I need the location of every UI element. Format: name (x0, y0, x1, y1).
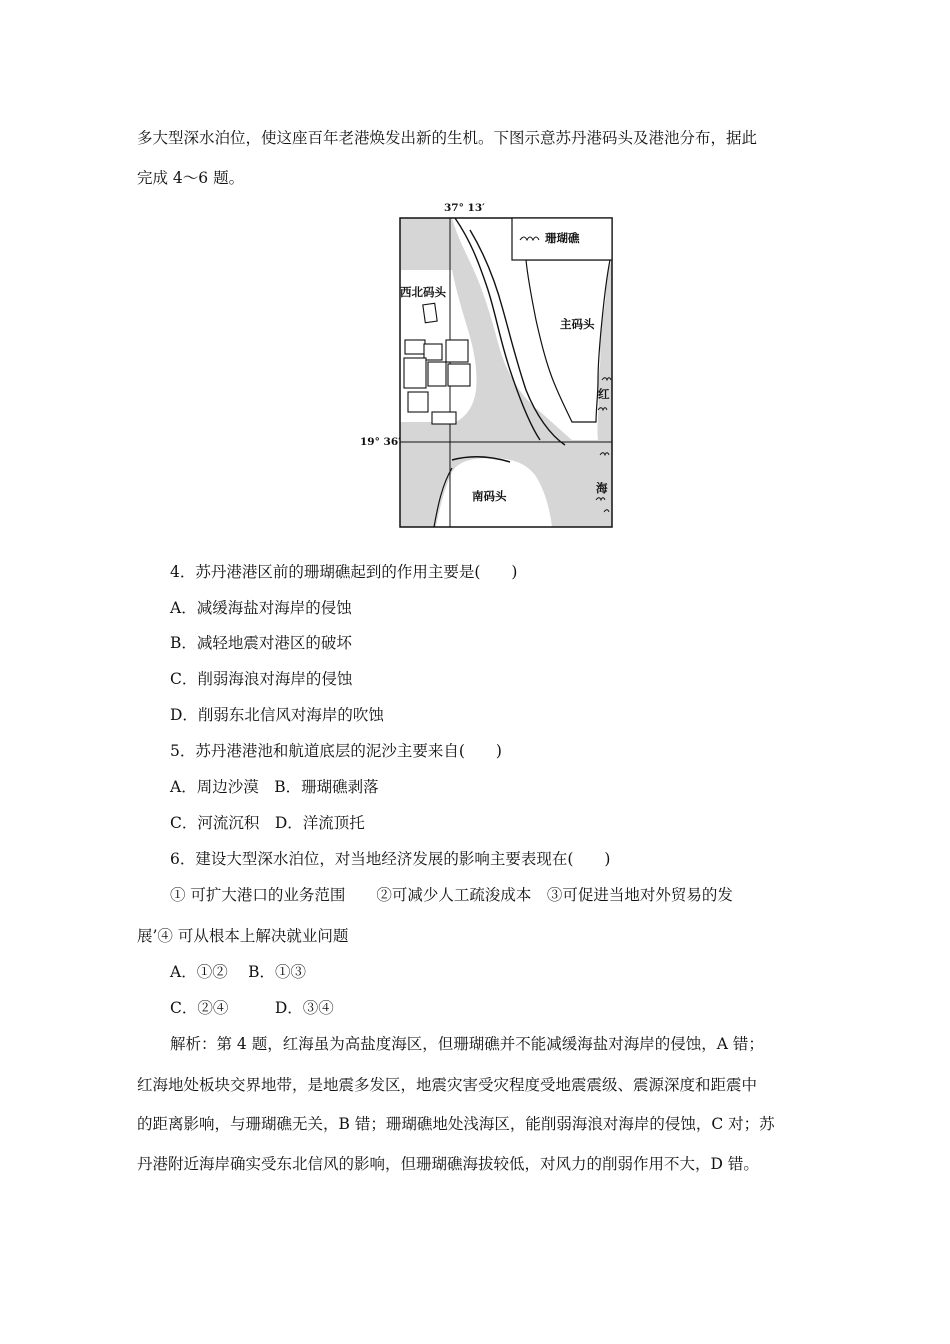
main-pier-label: 主码头 (560, 317, 595, 331)
analysis-line-2: 红海地处板块交界地带，是地震多发区，地震灾害受灾程度受地震震级、震源深度和距震中 (137, 1076, 758, 1094)
question-6-stem: 6．建设大型深水泊位，对当地经济发展的影响主要表现在( ) (170, 850, 611, 868)
q6-statements-2: 展’④ 可从根本上解决就业问题 (137, 927, 349, 945)
red-sea-label-sea: 海 (596, 481, 608, 495)
q6-options-cd: C．②④ D．③④ (170, 999, 334, 1017)
q5-options-cd: C．河流沉积 D．洋流顶托 (170, 814, 365, 832)
intro-line-1: 多大型深水泊位，使这座百年老港焕发出新的生机。下图示意苏丹港码头及港池分布，据此 (137, 129, 758, 147)
q4-option-d: D．削弱东北信风对海岸的吹蚀 (170, 706, 384, 724)
q4-option-a: A．减缓海盐对海岸的侵蚀 (170, 599, 352, 617)
intro-line-2: 完成 4～6 题。 (137, 169, 245, 187)
map-graphic (360, 200, 622, 530)
legend-coral-label: 珊瑚礁 (545, 231, 580, 245)
red-sea-label-red: 红 (598, 387, 610, 401)
q6-options-ab: A．①② B．①③ (170, 963, 307, 981)
q4-option-c: C．削弱海浪对海岸的侵蚀 (170, 670, 353, 688)
question-4-stem: 4．苏丹港港区前的珊瑚礁起到的作用主要是( ) (170, 563, 518, 581)
question-5-stem: 5．苏丹港港池和航道底层的泥沙主要来自( ) (170, 742, 502, 760)
south-land (400, 442, 612, 527)
northwest-pier-label: 西北码头 (400, 285, 446, 299)
analysis-line-1: 解析：第 4 题，红海虽为高盐度海区，但珊瑚礁并不能减缓海盐对海岸的侵蚀，A 错； (170, 1035, 764, 1053)
analysis-line-4: 丹港附近海岸确实受东北信风的影响，但珊瑚礁海拔较低，对风力的削弱作用不大，D 错。 (137, 1155, 759, 1173)
q5-options-ab: A．周边沙漠 B．珊瑚礁剥落 (170, 778, 379, 796)
analysis-line-3: 的距离影响，与珊瑚礁无关，B 错；珊瑚礁地处浅海区，能削弱海浪对海岸的侵蚀，C 对；苏 (137, 1115, 775, 1133)
longitude-label: 37° 13′ (444, 202, 485, 214)
latitude-label: 19° 36′ (360, 436, 401, 448)
south-pier-label: 南码头 (472, 489, 507, 503)
q4-option-b: B．减轻地震对港区的破坏 (170, 634, 352, 652)
q6-statements-1: ① 可扩大港口的业务范围 ②可减少人工疏浚成本 ③可促进当地对外贸易的发 (170, 886, 733, 904)
port-map (360, 200, 622, 530)
